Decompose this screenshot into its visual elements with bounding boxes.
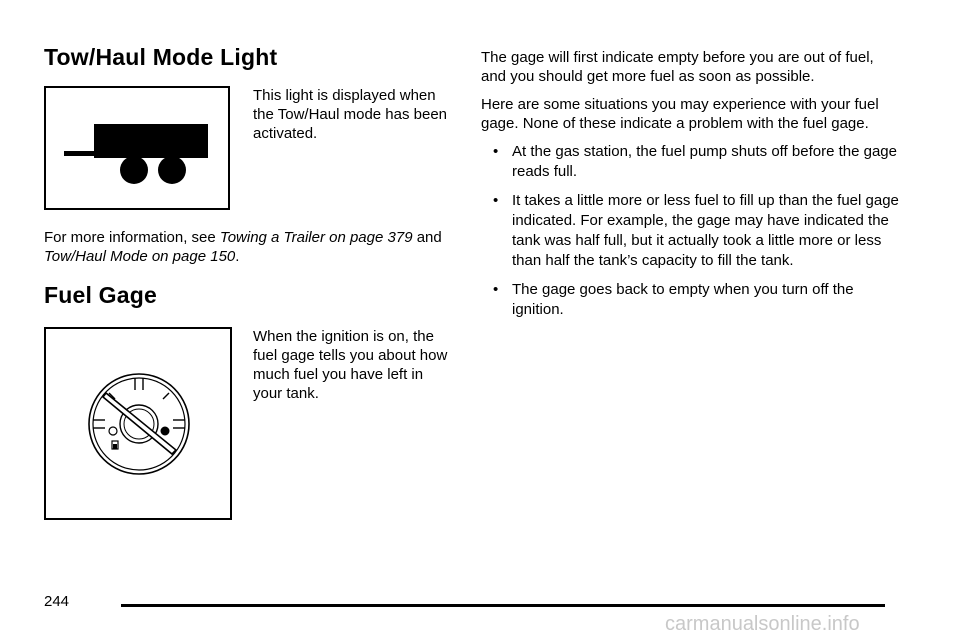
fuel-gage-icon [46,329,230,518]
page-number: 244 [44,593,70,610]
list-item: • The gage goes back to empty when you turn off the ignition. [493,281,854,318]
list-item: • It takes a little more or less fuel to fill up than the fuel gage indicated. For example, the gage may have indicated the tank was half full, but it actually took a little more or less than half the tank’s capacity to fill the tank. [493,192,899,269]
bullet-icon: • [493,143,499,160]
fuel-gage-row [44,327,454,520]
list-item: • At the gas station, the fuel pump shuts off before the gage reads full. [493,143,897,180]
towing-trailer-reference[interactable]: Towing a Trailer on page 379 [219,229,413,246]
bullet-icon: • [493,192,499,209]
fuel-situations-paragraph: Here are some situations you may experience with your fuel gage. None of these indicate a problem with the fuel gage. [481,96,879,132]
fuel-gage-title: Fuel Gage [44,282,157,308]
tow-haul-more-info: For more information, see Towing a Trailer on page 379 and Tow/Haul Mode on page 150. [44,229,442,265]
tow-haul-title: Tow/Haul Mode Light [44,44,278,70]
tow-haul-row [44,86,454,214]
bullet-icon: • [493,281,499,298]
fuel-situations-list [481,142,901,320]
right-column [481,48,901,329]
fuel-gage-figure [44,327,232,520]
trailer-icon [46,88,228,208]
tow-haul-description: This light is displayed when the Tow/Haul mode has been activated. [253,87,448,142]
watermark: carmanualsonline.info [665,613,860,635]
tow-haul-mode-reference[interactable]: Tow/Haul Mode on page 150 [44,248,236,265]
footer-rule [121,604,885,607]
tow-haul-figure [44,86,230,210]
fuel-empty-paragraph: The gage will first indicate empty before you are out of fuel, and you should get more fuel as soon as possible. [481,49,874,85]
left-column [44,44,454,520]
fuel-gage-description: When the ignition is on, the fuel gage tells you about how much fuel you have left in your tank. [253,328,448,402]
